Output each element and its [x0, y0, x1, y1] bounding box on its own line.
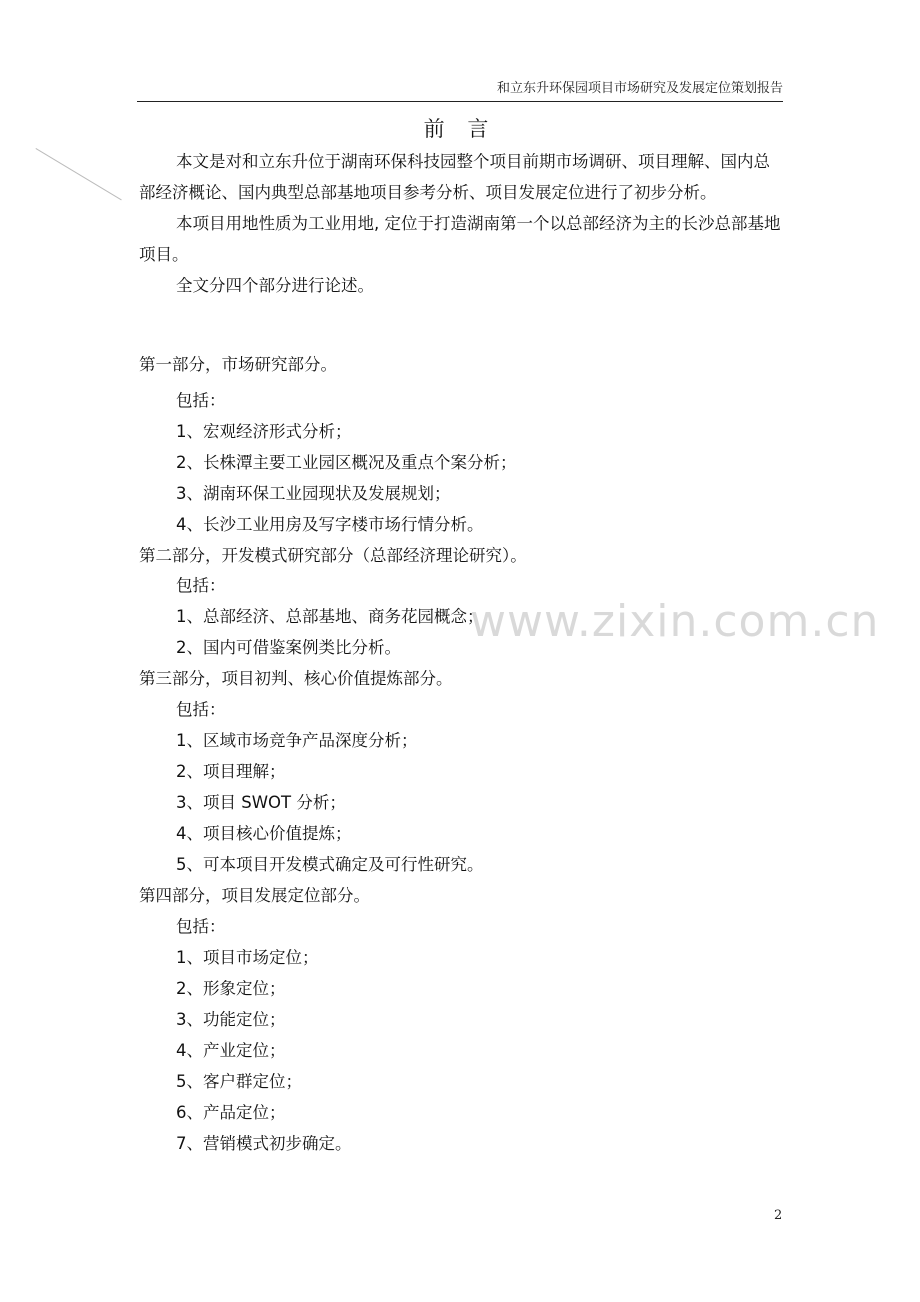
list-item: 4、长沙工业用房及写字楼市场行情分析。	[176, 515, 484, 534]
include-label: 包括：	[176, 391, 226, 410]
list-item: 5、可本项目开发模式确定及可行性研究。	[176, 855, 484, 874]
part-heading: 第四部分，项目发展定位部分。	[139, 886, 370, 905]
intro-section	[139, 146, 785, 301]
include-label: 包括：	[176, 917, 226, 936]
list-item: 1、区域市场竞争产品深度分析；	[176, 731, 418, 750]
list-item: 4、项目核心价值提炼；	[176, 824, 352, 843]
list-item: 3、湖南环保工业园现状及发展规划；	[176, 484, 451, 503]
list-item: 2、项目理解；	[176, 762, 286, 781]
running-header-title: 和立东升环保园项目市场研究及发展定位策划报告	[496, 81, 783, 96]
list-item: 3、项目 SWOT 分析；	[176, 793, 346, 812]
list-item: 1、总部经济、总部基地、商务花园概念；	[176, 607, 484, 626]
part-heading: 第二部分，开发模式研究部分（总部经济理论研究）。	[139, 546, 527, 565]
intro-paragraph: 本文是对和立东升位于湖南环保科技园整个项目前期市场调研、项目理解、国内总部经济概论、国内典型总部基地项目参考分析、项目发展定位进行了初步分析。	[139, 152, 770, 202]
running-header	[137, 79, 783, 102]
corner-crop-mark	[35, 148, 121, 200]
list-item: 1、宏观经济形式分析；	[176, 422, 352, 441]
page-number: 2	[774, 1208, 783, 1223]
part-heading: 第一部分，市场研究部分。	[139, 355, 337, 374]
part-heading: 第三部分，项目初判、核心价值提炼部分。	[139, 669, 453, 688]
list-item: 6、产品定位；	[176, 1103, 286, 1122]
page-title: 前 言	[423, 117, 497, 141]
include-label: 包括：	[176, 576, 226, 595]
list-item: 2、形象定位；	[176, 979, 286, 998]
list-item: 5、客户群定位；	[176, 1072, 302, 1091]
list-item: 3、功能定位；	[176, 1010, 286, 1029]
list-item: 2、长株潭主要工业园区概况及重点个案分析；	[176, 453, 517, 472]
list-item: 4、产业定位；	[176, 1041, 286, 1060]
list-item: 1、项目市场定位；	[176, 948, 319, 967]
intro-paragraph: 全文分四个部分进行论述。	[176, 276, 374, 295]
list-item: 2、国内可借鉴案例类比分析。	[176, 638, 401, 657]
watermark: www.zixin.com.cn	[470, 596, 880, 647]
intro-paragraph: 本项目用地性质为工业用地, 定位于打造湖南第一个以总部经济为主的长沙总部基地项目。	[139, 214, 781, 264]
list-item: 7、营销模式初步确定。	[176, 1134, 352, 1153]
include-label: 包括：	[176, 700, 226, 719]
